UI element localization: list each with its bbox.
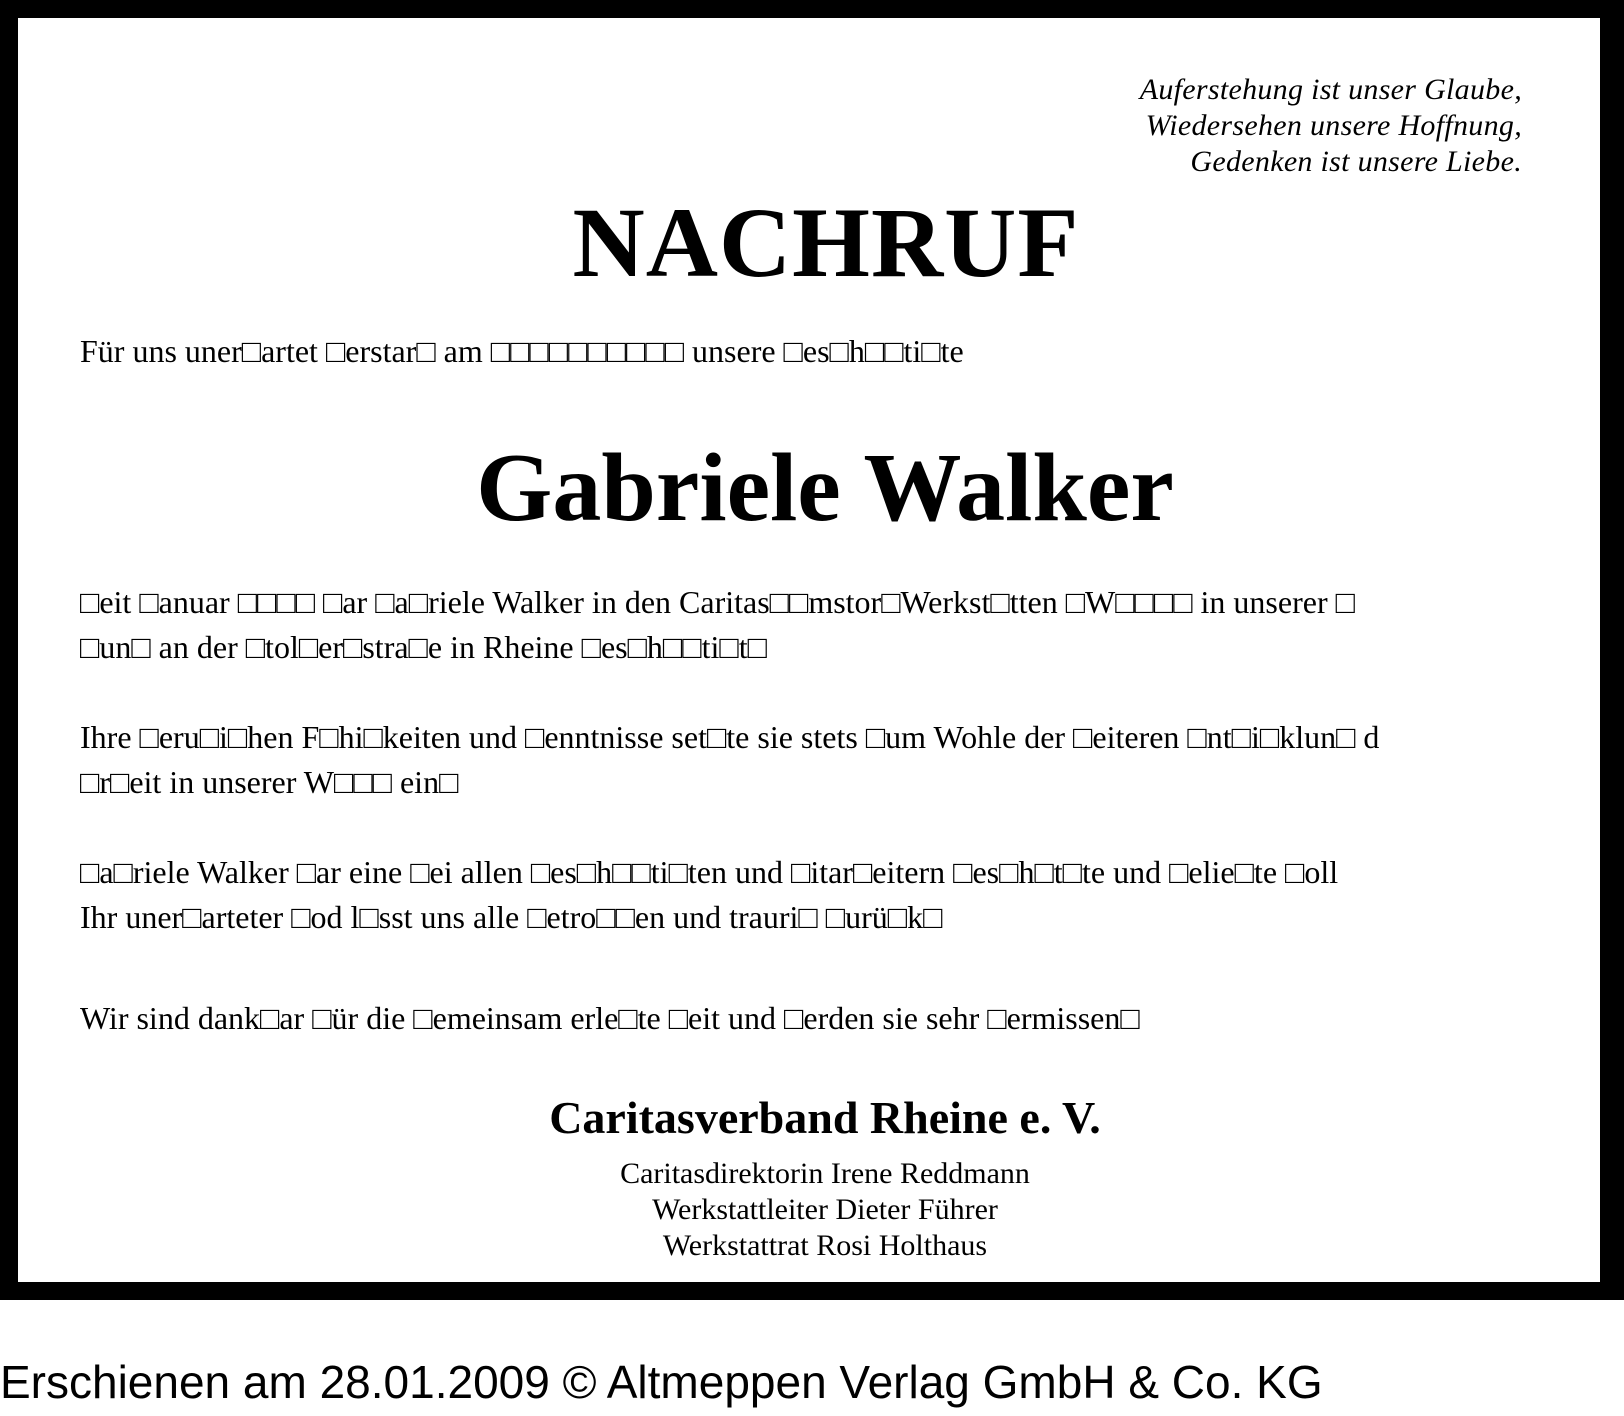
notice-border-right [1600,0,1624,1300]
paragraph-line: Ihr uner□arteter □od l□sst uns alle □etro□□en und trauri□ □urü□k□ [80,899,943,935]
signers-list [18,1156,1624,1264]
motto-line: Auferstehung ist unser Glaube, [1139,73,1522,106]
deceased-name: Gabriele Walker [476,434,1174,542]
motto-line: Wiedersehen unsere Hoffnung, [1145,109,1522,142]
motto-line: Gedenken ist unsere Liebe. [1190,145,1522,178]
signer: Caritasdirektorin Irene Reddmann [620,1157,1030,1190]
paragraph [80,580,1355,670]
paragraph [80,996,1140,1041]
paragraph-line: Wir sind dank□ar □ür die □emeinsam erle□te □eit und □erden sie sehr □ermissen□ [80,1000,1140,1036]
publication-footer: Erschienen am 28.01.2009 © Altmeppen Verlag GmbH & Co. KG [0,1356,1323,1408]
signer: Werkstattrat Rosi Holthaus [662,1229,988,1262]
paragraph [80,715,1379,805]
paragraph-line: □eit □anuar □□□□ □ar □a□riele Walker in den Caritas□□mstor□Werkst□tten □W□□□□ in unserer □ [80,584,1355,620]
paragraph-line: Ihre □eru□i□hen F□hi□keiten und □enntnisse set□te sie stets □um Wohle der □eiteren □nt□i□klun□ d [80,719,1380,755]
paragraph-line: □un□ an der □tol□er□stra□e in Rheine □es□h□□ti□t□ [80,629,767,665]
paragraph-line: □r□eit in unserer W□□□ ein□ [80,764,459,800]
organization-name: Caritasverband Rheine e. V. [549,1092,1101,1143]
intro-text: Für uns uner□artet □erstar□ am □□□□□□□□□□ unsere □es□h□□ti□te [80,333,964,369]
signer: Werkstattleiter Dieter Führer [652,1193,998,1226]
paragraph [80,850,1338,940]
motto-verse [1140,72,1522,180]
paragraph-line: □a□riele Walker □ar eine □ei allen □es□h□□ti□ten und □itar□eitern □es□h□t□te und □elie□te □oll [80,854,1339,890]
page-title: NACHRUF [572,187,1080,298]
